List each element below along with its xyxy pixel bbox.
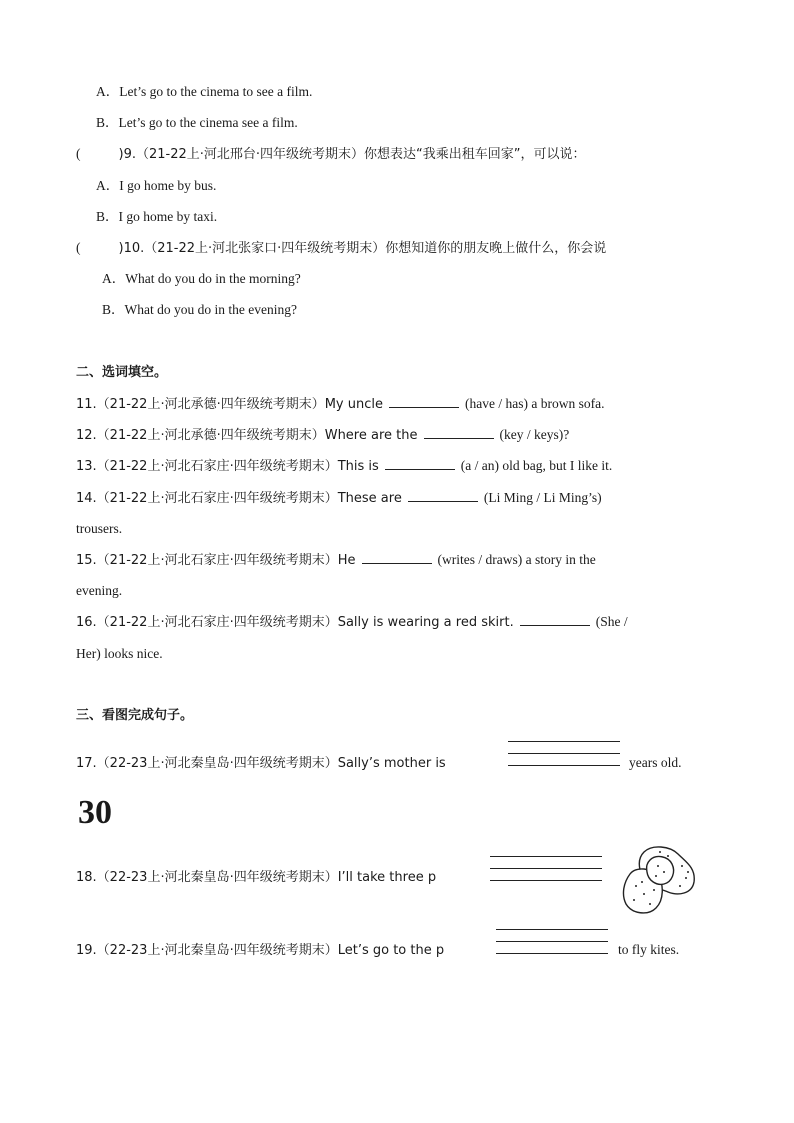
q8-option-a: A．Let’s go to the cinema to see a film. (96, 84, 313, 99)
q19-text: 19.（22-23上·河北秦皇岛·四年级统考期末）Let’s go to the p (76, 943, 445, 958)
q12-text: 12.（21-22上·河北承德·四年级统考期末）Where are the (76, 428, 418, 443)
section-2-title: 二、选词填空。 (76, 365, 168, 380)
q10-stem (76, 239, 606, 258)
q10-text: )10.（21-22上·河北张家口·四年级统考期末）你想知道你的朋友晚上做什么，你会说 (118, 241, 607, 256)
q19-writing-lines[interactable] (496, 929, 608, 965)
q16 (76, 613, 628, 632)
q12-blank[interactable] (424, 426, 494, 439)
q14-choices: (Li Ming / Li Ming’s) (483, 490, 602, 505)
q17 (76, 754, 446, 773)
q18 (76, 868, 436, 887)
q18-text: 18.（22-23上·河北秦皇岛·四年级统考期末）I’ll take three p (76, 870, 437, 885)
q11-choices: (have / has) a brown sofa. (465, 396, 605, 411)
q9-stem (76, 145, 586, 164)
q14 (76, 489, 602, 508)
q16-choices: (She / (595, 614, 628, 629)
q9-option-a: A．I go home by bus. (96, 178, 217, 193)
q8-option-b: B．Let’s go to the cinema see a film. (96, 115, 298, 130)
q13 (76, 457, 612, 476)
q19 (76, 941, 444, 960)
q16-continuation: Her) looks nice. (76, 646, 163, 661)
q17-picture-number: 30 (78, 794, 112, 831)
q14-blank[interactable] (408, 489, 478, 502)
q16-blank[interactable] (520, 613, 590, 626)
q9-option-b: B．I go home by taxi. (96, 209, 218, 224)
potatoes-icon (622, 842, 698, 916)
q15-choices: (writes / draws) a story in the (437, 552, 596, 567)
section-3-title: 三、看图完成句子。 (76, 708, 194, 723)
q18-writing-lines[interactable] (490, 856, 602, 892)
q13-text: 13.（21-22上·河北石家庄·四年级统考期末）This is (76, 459, 379, 474)
q14-text: 14.（21-22上·河北石家庄·四年级统考期末）These are (76, 491, 402, 506)
q11-text: 11.（21-22上·河北承德·四年级统考期末）My uncle (76, 397, 383, 412)
q15-text: 15.（21-22上·河北石家庄·四年级统考期末）He (76, 553, 356, 568)
q15 (76, 551, 596, 570)
q11-blank[interactable] (389, 395, 459, 408)
q15-continuation: evening. (76, 583, 123, 598)
q10-paren-open: ( (76, 240, 81, 255)
q11 (76, 395, 604, 414)
q19-after: to fly kites. (618, 942, 680, 957)
q14-continuation: trousers. (76, 521, 123, 536)
q13-choices: (a / an) old bag, but I like it. (460, 458, 613, 473)
q12 (76, 426, 569, 445)
q15-blank[interactable] (362, 551, 432, 564)
q17-text: 17.（22-23上·河北秦皇岛·四年级统考期末）Sally’s mother is (76, 756, 446, 771)
q13-blank[interactable] (385, 457, 455, 470)
q10-option-a: A．What do you do in the morning? (102, 271, 301, 286)
q9-text: )9.（21-22上·河北邢台·四年级统考期末）你想表达“我乘出租车回家”，可以说： (118, 147, 586, 162)
q9-paren-open: ( (76, 146, 81, 161)
q10-option-b: B．What do you do in the evening? (102, 302, 297, 317)
q17-writing-lines[interactable] (508, 741, 620, 777)
q16-text: 16.（21-22上·河北石家庄·四年级统考期末）Sally is wearing a red skirt. (76, 615, 514, 630)
q12-choices: (key / keys)? (499, 427, 570, 442)
q17-after: years old. (629, 755, 682, 770)
